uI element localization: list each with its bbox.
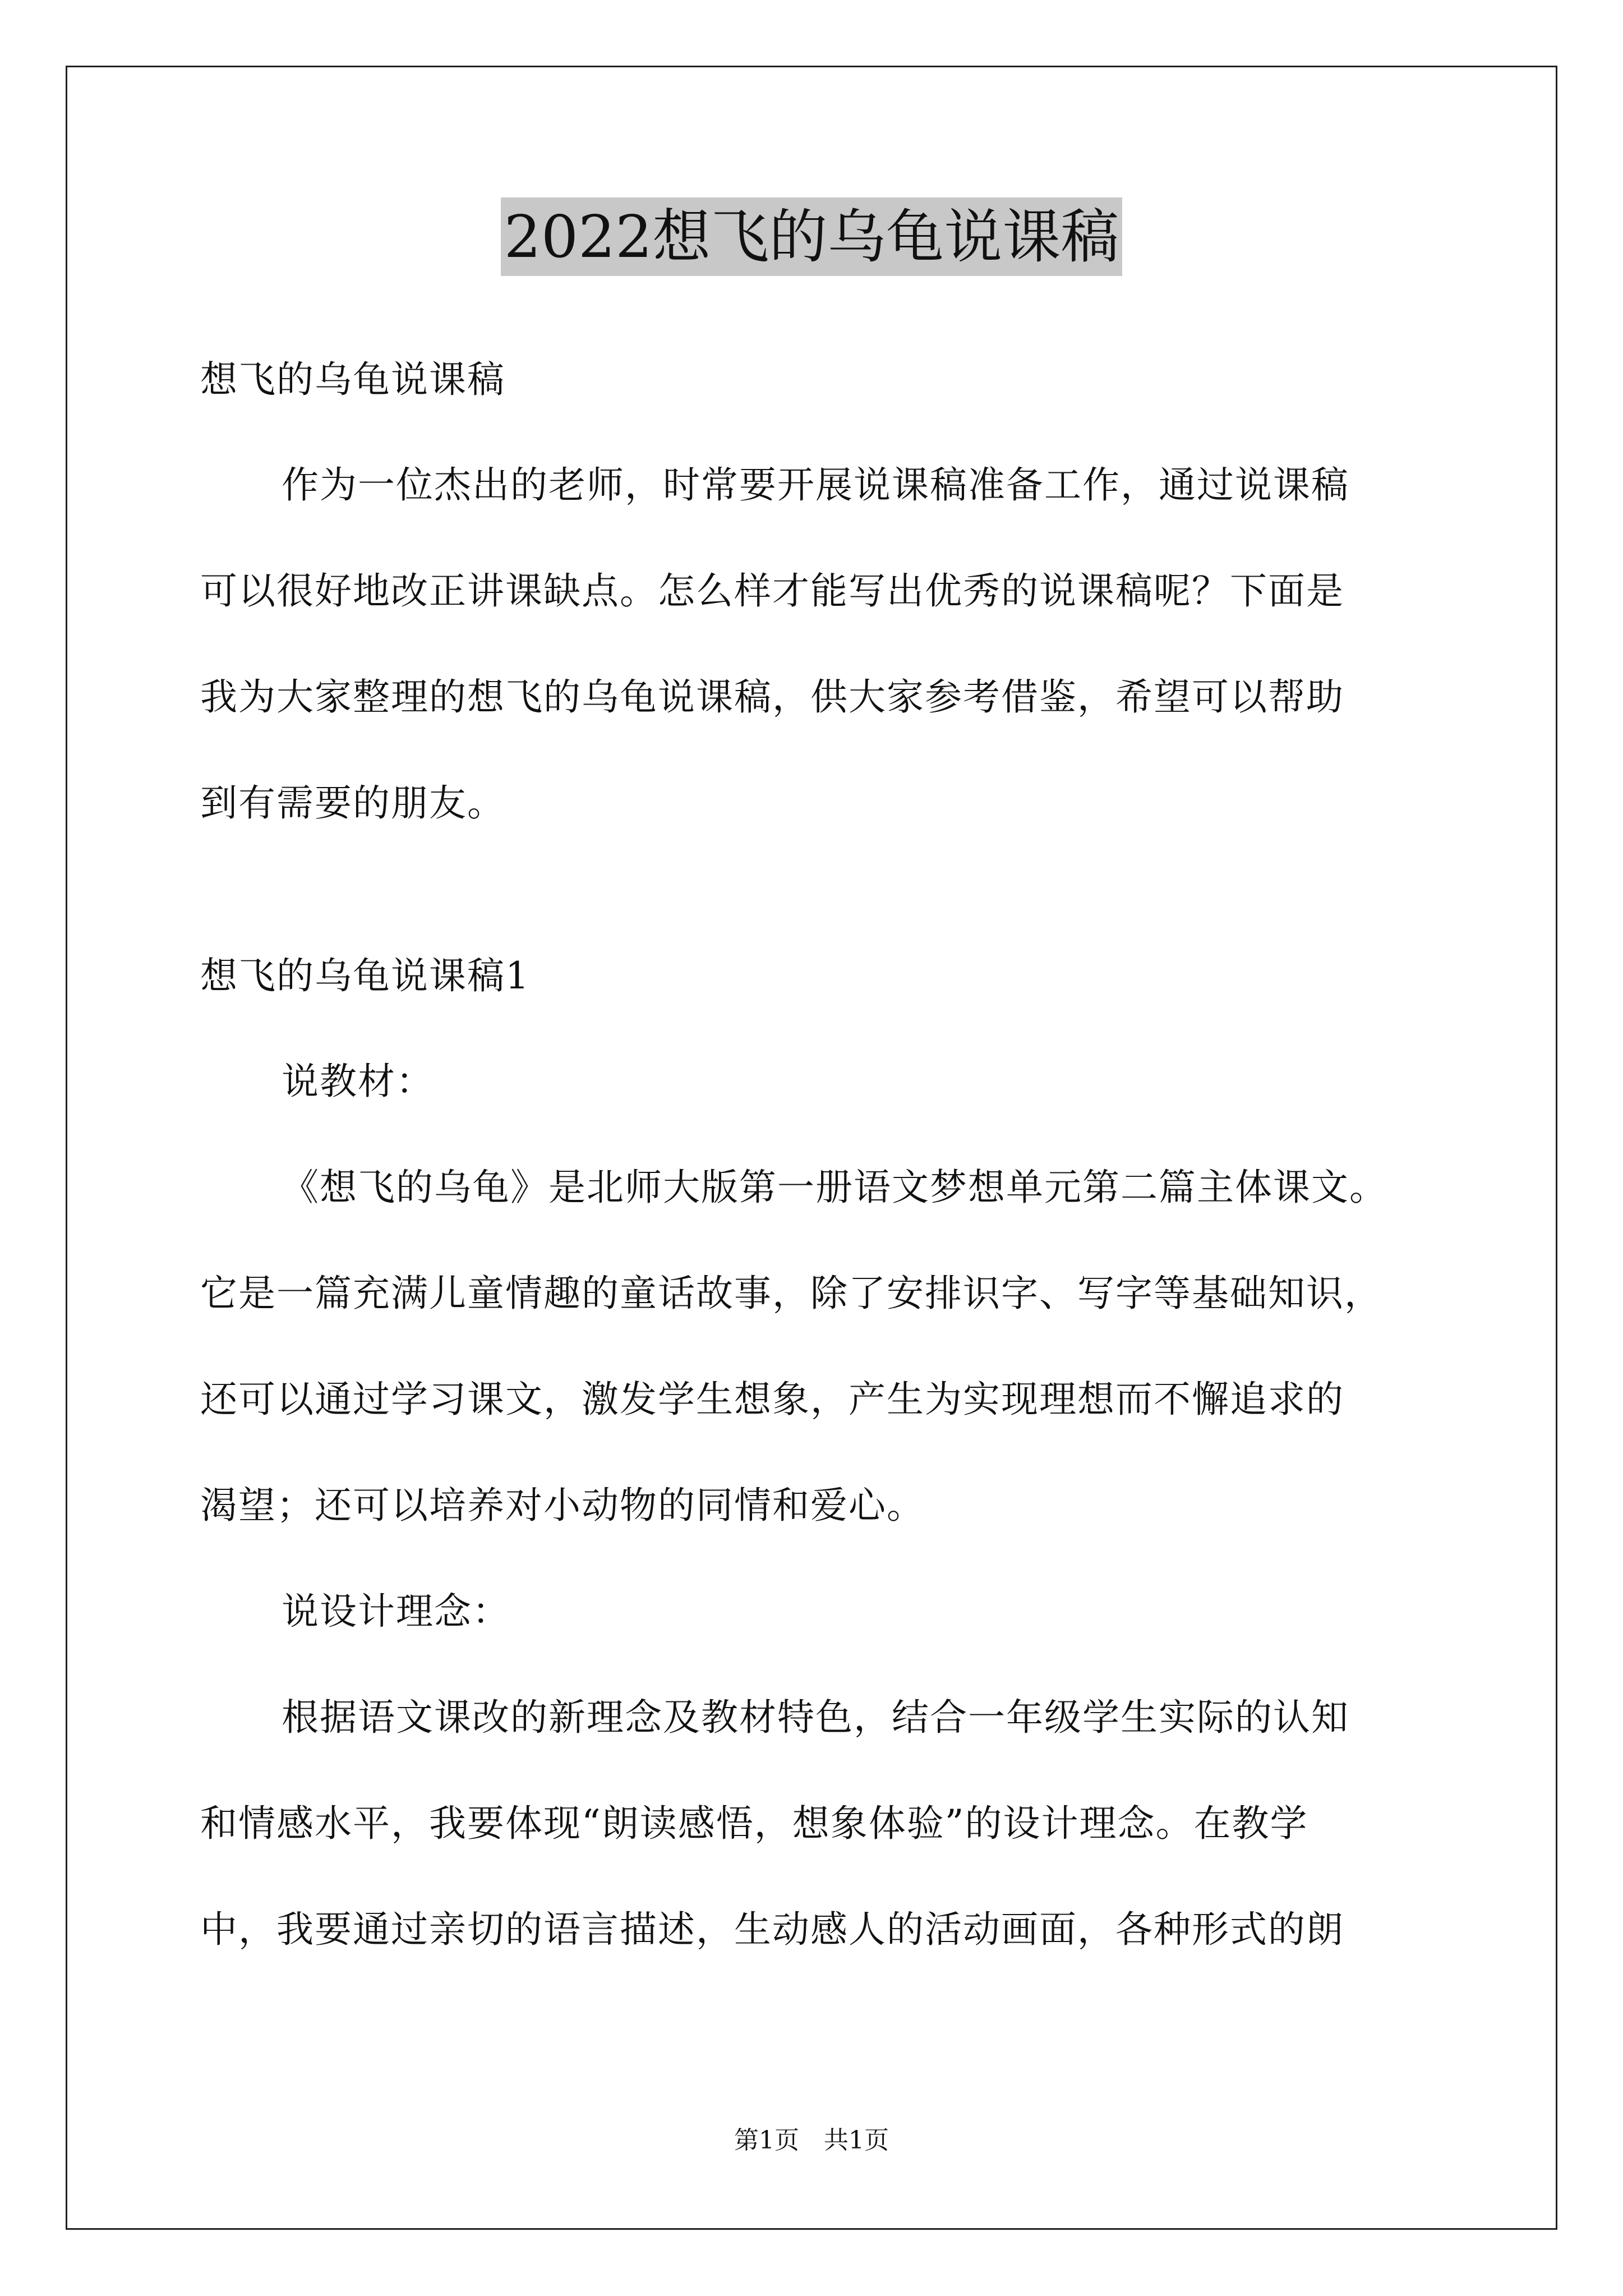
textbook-line: 《想飞的乌龟》是北师大版第一册语文梦想单元第二篇主体课文。 xyxy=(282,1166,1387,1209)
textbook-label: 说教材： xyxy=(282,1060,434,1103)
document-title: 2022想飞的乌龟说课稿 xyxy=(501,197,1123,276)
intro-line: 可以很好地改正讲课缺点。怎么样才能写出优秀的说课稿呢？下面是 xyxy=(200,569,1344,613)
design-label: 说设计理念： xyxy=(282,1590,510,1633)
design-line: 中，我要通过亲切的语言描述，生动感人的活动画面，各种形式的朗 xyxy=(200,1908,1344,1951)
title-container xyxy=(0,197,1623,276)
subtitle: 想飞的乌龟说课稿 xyxy=(200,358,505,401)
section-heading: 想飞的乌龟说课稿1 xyxy=(200,954,530,997)
design-line: 和情感水平，我要体现“朗读感悟，想象体验”的设计理念。在教学 xyxy=(200,1802,1308,1845)
textbook-line: 渴望；还可以培养对小动物的同情和爱心。 xyxy=(200,1484,925,1527)
textbook-line: 还可以通过学习课文，激发学生想象，产生为实现理想而不懈追求的 xyxy=(200,1378,1344,1421)
intro-line: 我为大家整理的想飞的乌龟说课稿，供大家参考借鉴，希望可以帮助 xyxy=(200,675,1344,719)
page-footer: 第1页 共1页 xyxy=(734,2126,889,2155)
intro-line: 到有需要的朋友。 xyxy=(200,781,505,825)
textbook-line: 它是一篇充满儿童情趣的童话故事，除了安排识字、写字等基础知识， xyxy=(200,1272,1382,1315)
design-line: 根据语文课改的新理念及教材特色，结合一年级学生实际的认知 xyxy=(282,1696,1349,1739)
intro-line: 作为一位杰出的老师，时常要开展说课稿准备工作，通过说课稿 xyxy=(282,463,1349,507)
